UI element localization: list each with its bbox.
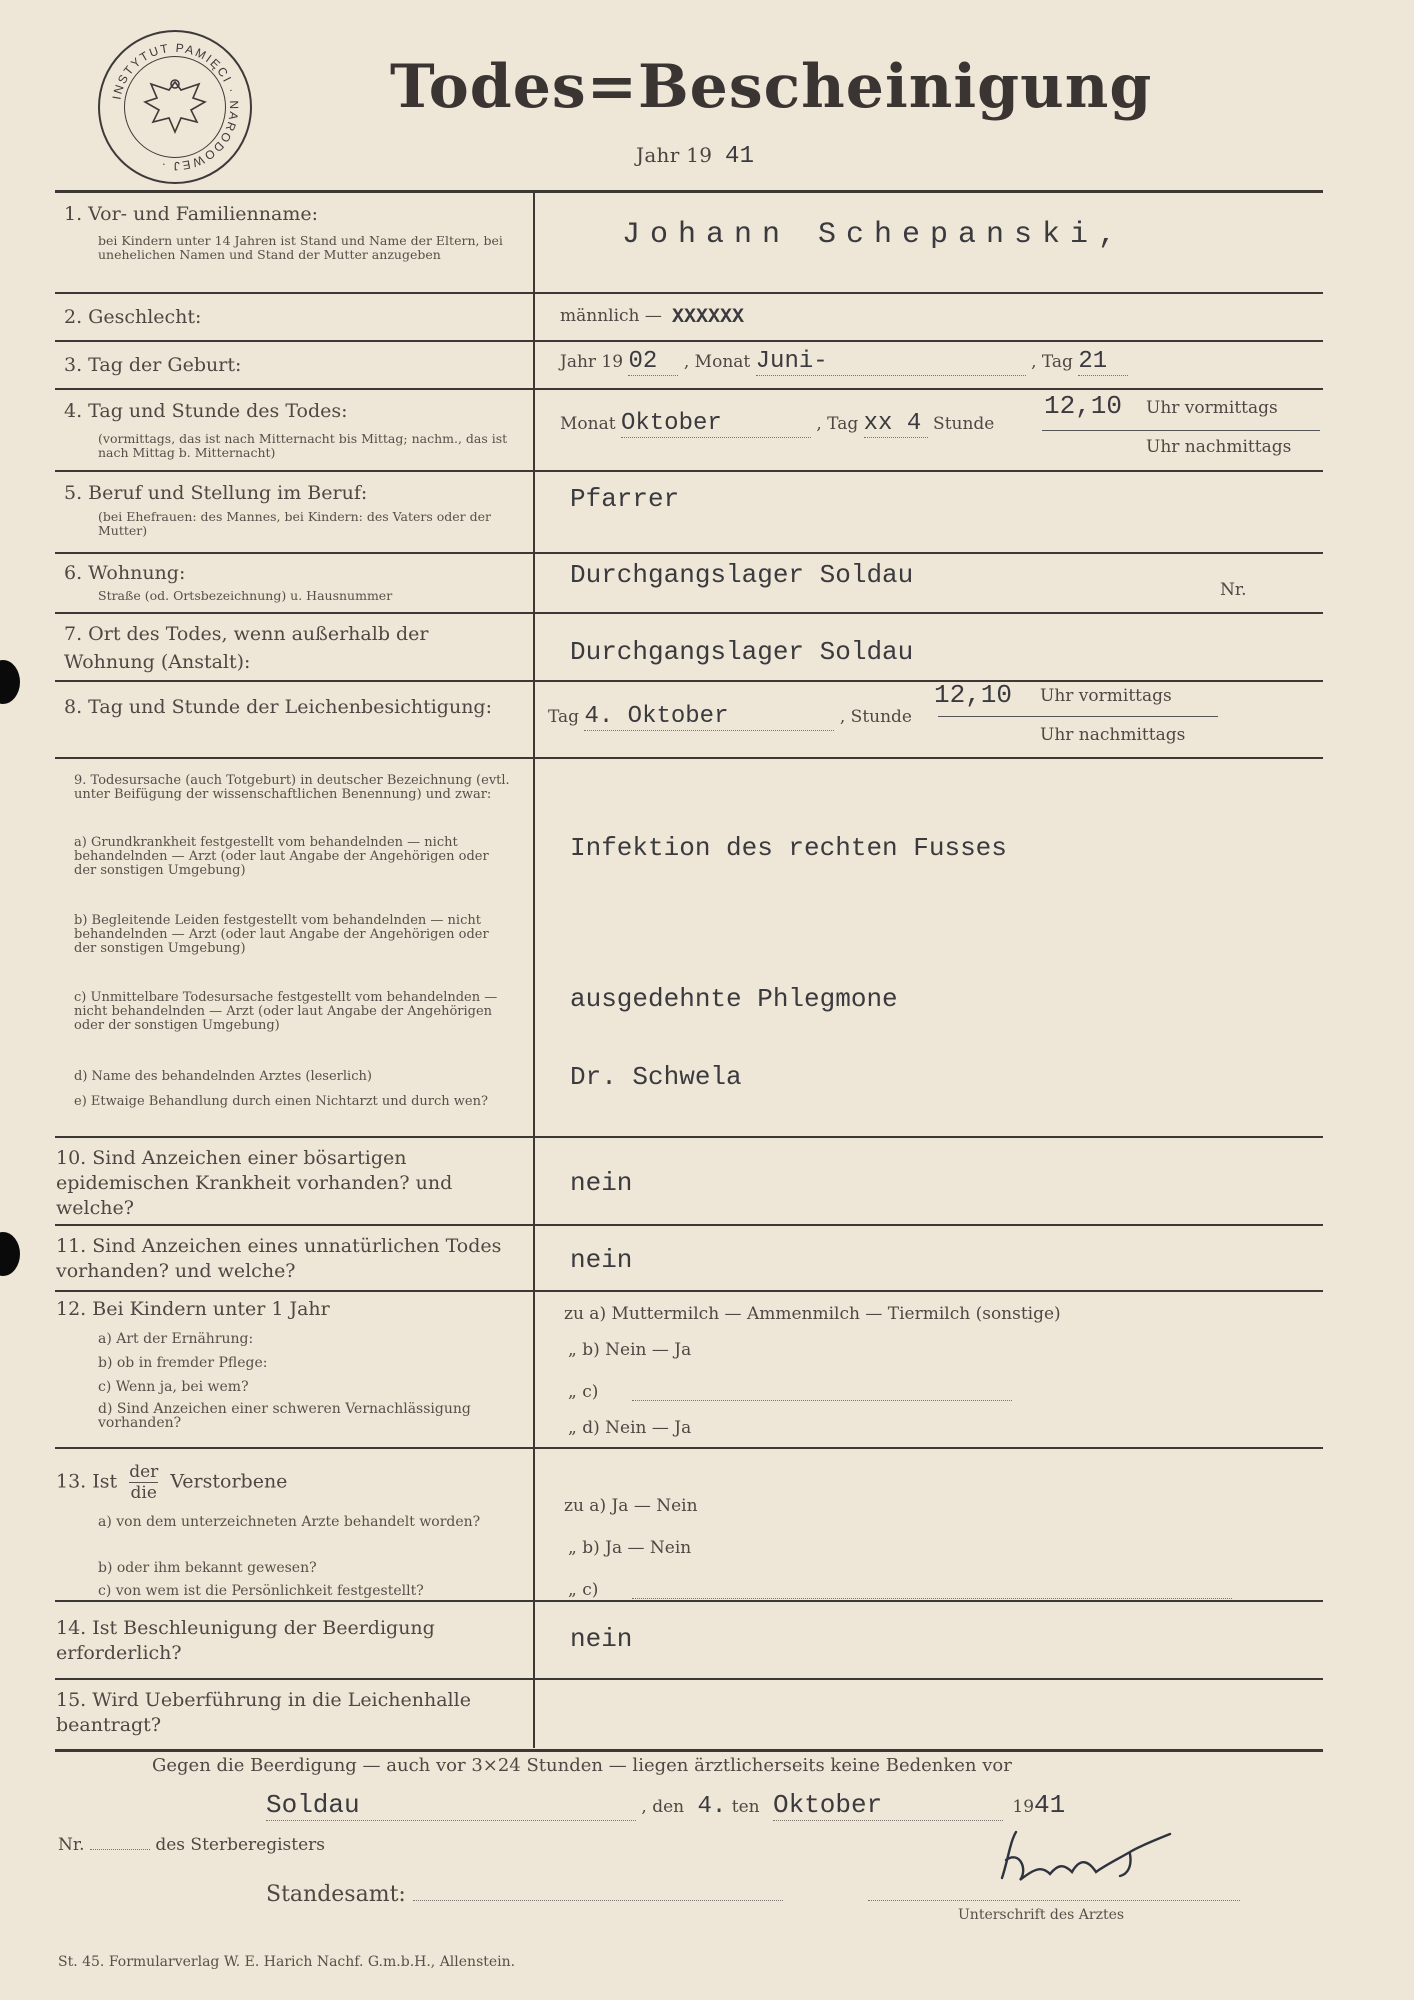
row8-day: 4. Oktober [584,703,834,731]
row12-ans-c-dots [632,1400,1012,1401]
row1-name-value: Johann Schepanski, [622,218,1127,252]
row13-b: b) oder ihm bekannt gewesen? [98,1560,317,1576]
row4-month: Oktober [621,410,811,438]
row15-label: 15. Wird Ueberführung in die Leichenhalle beantragt? [56,1689,471,1736]
row9-doctor-value: Dr. Schwela [570,1062,742,1092]
place-date-line: Soldau , den 4. ten Oktober 1941 [266,1790,1066,1820]
row13-der: der [129,1462,159,1482]
row2-strikeout-value: XXXXXX [672,306,745,329]
row3-year: 02 [628,348,678,376]
row14-value: nein [570,1624,633,1654]
row9-cause-value: Infektion des rechten Fusses [570,833,1007,863]
year-value: 41 [724,143,755,170]
signature-label: Unterschrift des Arztes [958,1907,1125,1923]
row13-ans-c-dots [632,1598,1232,1599]
row12-a: a) Art der Ernährung: [98,1331,254,1347]
row2-label: 2. Geschlecht: [64,306,202,328]
row6-note: Straße (od. Ortsbezeichnung) u. Hausnummer [98,588,393,603]
row9-a: a) Grundkrankheit festgestellt vom behandelnden — nicht behandelnden — Arzt (oder laut Angabe der Angehörigen oder der sonstigen Umgebung) [74,835,489,878]
row9-c: c) Unmittelbare Todesursache festgestellt vom behandelnden — nicht behandelnden — Arzt (oder laut Angabe der Angehörigen oder der sonstigen Umgebung) [74,990,498,1033]
row5-occupation-value: Pfarrer [570,484,680,514]
row7-label: 7. Ort des Todes, wenn außerhalb der Wohnung (Anstalt): [64,623,429,673]
row10-value: nein [570,1168,633,1198]
row4-pm-label: Uhr nachmittags [1146,437,1292,457]
row12-label: 12. Bei Kindern unter 1 Jahr [56,1298,330,1320]
row12-c: c) Wenn ja, bei wem? [98,1379,249,1395]
registry-office-line: Standesamt: [266,1882,783,1907]
row12-ans-d: „ d) Nein — Ja [568,1418,692,1438]
row8-pm-label: Uhr nachmittags [1040,725,1186,745]
register-line: Nr. des Sterberegisters [58,1835,326,1855]
row13-ans-b: „ b) Ja — Nein [568,1538,692,1558]
row5-label: 5. Beruf und Stellung im Beruf: [64,482,368,504]
form-imprint: St. 45. Formularverlag W. E. Harich Nachf. G.m.b.H., Allenstein. [58,1954,516,1970]
row8-am-label: Uhr vormittags [1040,686,1172,706]
row9-d: d) Name des behandelnden Arztes (leserlich) [74,1069,372,1084]
row4-death-date: Monat Oktober , Tag xx 4 Stunde [560,410,995,437]
row12-ans-c: „ c) [568,1382,599,1402]
row3-day: 21 [1078,348,1128,376]
year-label: Jahr 19 41 [636,143,755,170]
row9-e: e) Etwaige Behandlung durch einen Nichtarzt und durch wen? [74,1094,488,1109]
row12-b: b) ob in fremder Pflege: [98,1355,268,1371]
column-divider [533,190,535,1748]
row9-label: 9. Todesursache (auch Totgeburt) in deutscher Bezeichnung (evtl. unter Beifügung der wissenschaftlichen Benennung) und zwar: [74,773,510,802]
doctor-signature [980,1820,1190,1900]
row6-nr-label: Nr. [1220,580,1247,600]
footer-day: 4. [697,1793,727,1820]
row4-day: xx 4 [864,410,928,438]
page-title: Todes=Bescheinigung [390,52,1153,122]
row1-note: bei Kindern unter 14 Jahren ist Stand und Name der Eltern, bei unehelichen Namen und Stand der Mutter anzugeben [98,233,503,262]
row11-label: 11. Sind Anzeichen eines unnatürlichen Todes vorhanden? und welche? [56,1235,502,1282]
row10-label: 10. Sind Anzeichen einer bösartigen epidemischen Krankheit vorhanden? und welche? [56,1147,453,1219]
row4-label: 4. Tag und Stunde des Todes: [64,400,348,422]
row2-printed: männlich — [560,306,662,326]
row5-note: (bei Ehefrauen: des Mannes, bei Kindern: des Vaters oder der Mutter) [98,509,491,538]
row4-fraction-line [1042,430,1320,431]
row3-label: 3. Tag der Geburt: [64,354,242,376]
row12-ans-a: zu a) Muttermilch — Ammenmilch — Tiermilch (sonstige) [564,1304,1061,1324]
row13-c: c) von wem ist die Persönlichkeit festgestellt? [98,1583,424,1599]
row6-label: 6. Wohnung: [64,562,186,584]
signature-line [868,1900,1240,1901]
row13-ans-c: „ c) [568,1580,599,1600]
row7-place-value: Durchgangslager Soldau [570,637,914,667]
row8-hour: 12,10 [934,680,1013,710]
row8-inspection-date: Tag 4. Oktober , Stunde [548,703,912,730]
punch-hole-bottom [0,1232,20,1276]
svg-text:INSTYTUT PAMIĘCI · NARODOWEJ ·: INSTYTUT PAMIĘCI · NARODOWEJ · [109,40,242,174]
row3-month: Juni- [756,348,1026,376]
footer-month: Oktober [773,1790,1003,1821]
row4-am-label: Uhr vormittags [1146,398,1278,418]
row8-fraction-line [938,716,1218,717]
punch-hole-top [0,660,20,704]
footer-place: Soldau [266,1790,636,1821]
ipn-seal-logo [98,30,252,184]
row13-a: a) von dem unterzeichneten Arzte behandelt worden? [98,1514,481,1530]
row13-label: 13. Ist der die Verstorbene [56,1462,288,1503]
row13-die: die [130,1483,157,1503]
burial-statement: Gegen die Beerdigung — auch vor 3×24 Stunden — liegen ärztlicherseits keine Bedenken vor [152,1755,1012,1776]
row8-label: 8. Tag und Stunde der Leichenbesichtigung: [64,696,492,718]
footer-year: 41 [1034,1790,1066,1820]
row11-value: nein [570,1245,633,1275]
row4-note: (vormittags, das ist nach Mitternacht bis Mittag; nachm., das ist nach Mittag b. Mitternacht) [98,431,508,460]
row12-d: d) Sind Anzeichen einer schweren Vernachlässigung vorhanden? [98,1401,471,1431]
row14-label: 14. Ist Beschleunigung der Beerdigung erforderlich? [56,1617,435,1664]
row1-label: 1. Vor- und Familienname: [64,203,318,225]
row9-immediate-cause-value: ausgedehnte Phlegmone [570,984,898,1014]
row4-hour: 12,10 [1044,391,1123,421]
row12-ans-b: „ b) Nein — Ja [568,1340,692,1360]
row9-b: b) Begleitende Leiden festgestellt vom behandelnden — nicht behandelnden — Arzt (oder laut Angabe der Angehörigen oder der sonstigen Umgebung) [74,913,489,956]
row6-residence-value: Durchgangslager Soldau [570,560,914,590]
row3-birth-date: Jahr 19 02 , Monat Juni- , Tag 21 [560,348,1128,376]
row13-ans-a: zu a) Ja — Nein [564,1496,698,1516]
